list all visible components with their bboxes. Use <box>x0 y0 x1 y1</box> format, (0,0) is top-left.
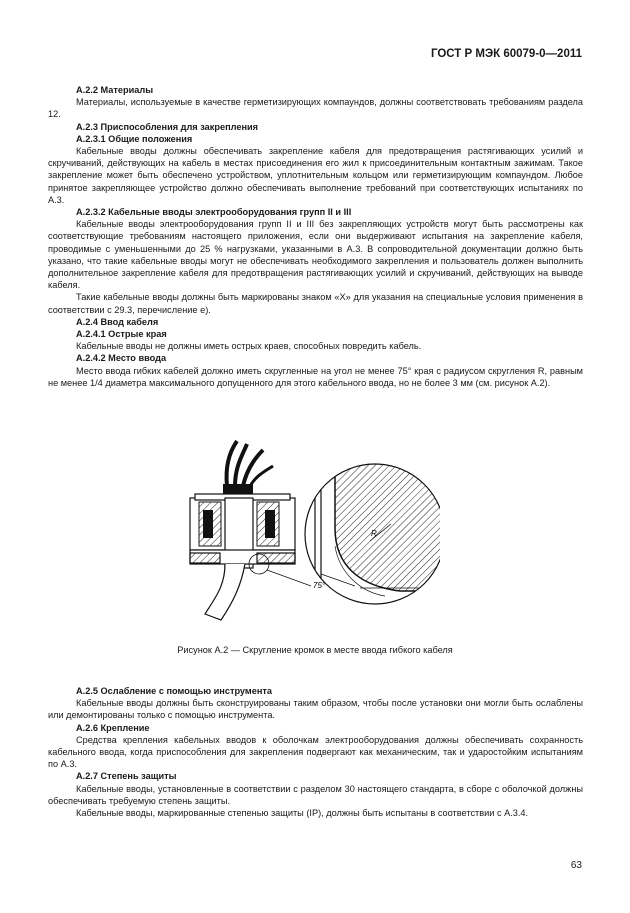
paragraph: Средства крепления кабельных вводов к оболочкам электрооборудования должны обеспечивать сохранность кабельного ввода, когда приспособления для закрепления подвергают как механическим, так и ударостойким испытаниям по А.3. <box>48 734 583 770</box>
paragraph: Кабельные вводы электрооборудования групп II и III без закрепляющих устройств могут быть рассмотрены как соответствующие требованиям настоящего приложения, если они выдерживают испытания на закрепление кабеля, проводимые с уменьшенными до 25 % нагрузками, указанными в А.3. В сопроводительной документации должно быть указано, что такие кабельные вводы могут не обеспечивать необходимого закрепления и пользователь должен выполнить дополнительное закрепление кабеля для предотвращения растягивающих усилий и скручиваний, действующих на выводе кабеля. <box>48 219 583 291</box>
paragraph: Материалы, используемые в качестве герметизирующих компаундов, должны соответствовать требованиям раздела 12. <box>48 97 583 120</box>
paragraph: Кабельные вводы не должны иметь острых краев, способных повредить кабель. <box>76 341 422 352</box>
paragraph: Кабельные вводы должны обеспечивать закрепление кабеля для предотвращения растягивающих усилий и скручиваний, действующих на кабель в местах присоединения его жил к присоединительным контактным зажимам. Такое закрепление может быть обеспечено устройством, уплотнительным кольцом или герметизирующим компаундом. Любое принятое закрепляющее устройство должно обеспечивать выполнение требований при соответствующих испытаниях по А.3. <box>48 146 583 205</box>
paragraph: Кабельные вводы должны быть сконструированы таким образом, чтобы после установки они могли быть ослаблены или демонтированы только с помощью инструмента. <box>48 698 583 721</box>
paragraph: Такие кабельные вводы должны быть маркированы знаком «X» для указания на специальные условия применения в соответствии с 29.3, перечисление е). <box>48 292 583 315</box>
section-heading: А.2.4.2 Место ввода <box>76 353 167 364</box>
cable-wires <box>227 441 273 488</box>
paragraph: Кабельные вводы, установленные в соответствии с разделом 30 настоящего стандарта, в сборе с оболочкой должны обеспечивать требуемую степень защиты. <box>48 783 583 806</box>
cable-entry-drawing <box>185 436 440 622</box>
figure-a2 <box>185 436 440 622</box>
section-heading: А.2.2 Материалы <box>76 85 154 95</box>
section-heading: А.2.3.2 Кабельные вводы электрооборудования групп II и III <box>76 207 352 218</box>
document-header: ГОСТ Р МЭК 60079-0—2011 <box>430 48 582 60</box>
figure-caption: Рисунок А.2 — Скругление кромок в месте ввода гибкого кабеля <box>177 645 453 655</box>
section-heading: А.2.4.1 Острые края <box>76 329 167 340</box>
text-block-lower <box>48 685 583 819</box>
bent-cable <box>205 564 245 620</box>
paragraph: Место ввода гибких кабелей должно иметь скругленные на угол не менее 75° края с радиусом скругления R, равным не менее 1/4 диаметра максимального допущенного для этого кабельного ввода, но не более 3 мм (см. рисунок А.2). <box>48 365 583 388</box>
section-heading: А.2.5 Ослабление с помощью инструмента <box>76 686 272 696</box>
text-block-upper <box>48 84 583 389</box>
radius-label: R <box>371 529 377 538</box>
enclosure-wall <box>190 550 295 564</box>
section-heading: А.2.3 Приспособления для закрепления <box>76 121 259 132</box>
paragraph: Кабельные вводы, маркированные степенью защиты (IP), должны быть испытаны в соответствии с А.3.4. <box>76 808 529 819</box>
section-heading: А.2.4 Ввод кабеля <box>76 316 159 327</box>
section-heading: А.2.3.1 Общие положения <box>76 133 193 144</box>
page-number: 63 <box>570 860 582 871</box>
angle-label: 75° <box>313 581 326 590</box>
section-heading: А.2.6 Крепление <box>76 722 150 733</box>
section-heading: А.2.7 Степень защиты <box>76 771 177 782</box>
